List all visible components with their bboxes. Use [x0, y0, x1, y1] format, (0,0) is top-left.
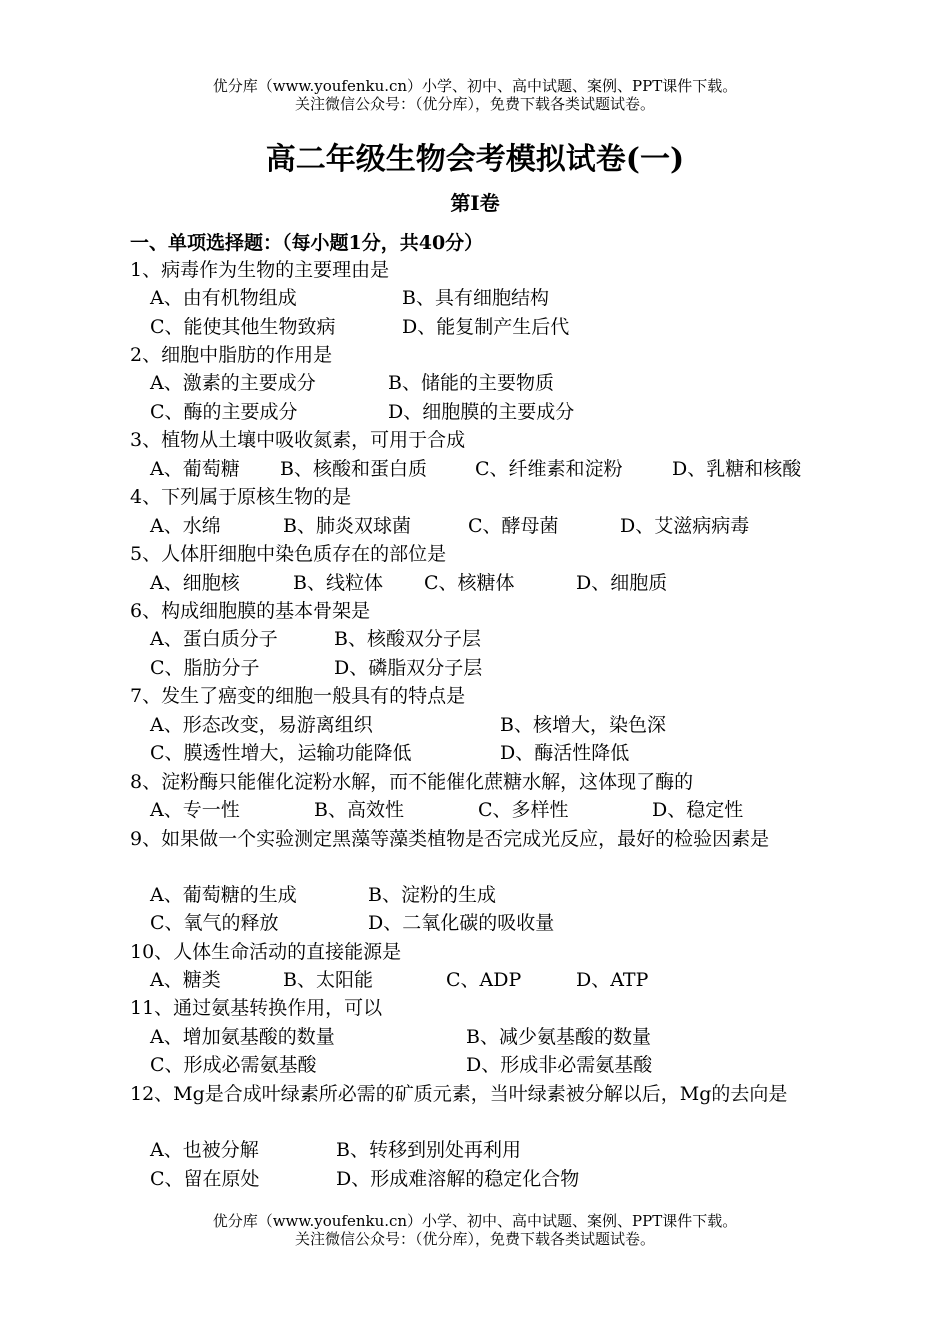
- question-3-stem: 3、植物从土壤中吸收氮素，可用于合成: [130, 429, 466, 451]
- question-1-option-a: A、由有机物组成: [150, 287, 297, 309]
- question-10-option-b: B、太阳能: [283, 969, 373, 991]
- bottom-banner-line2: 关注微信公众号：（优分库），免费下载各类试题试卷。: [294, 1230, 655, 1248]
- question-4-option-b: B、肺炎双球菌: [283, 515, 411, 537]
- question-7-option-b: B、核增大，染色深: [500, 714, 666, 736]
- question-10-option-c: C、ADP: [446, 969, 522, 991]
- question-6-stem: 6、构成细胞膜的基本骨架是: [130, 600, 371, 622]
- question-9-option-d: D、二氧化碳的吸收量: [368, 912, 555, 934]
- question-6-option-a: A、蛋白质分子: [150, 628, 278, 650]
- question-7-option-d: D、酶活性降低: [500, 742, 630, 764]
- question-6-option-b: B、核酸双分子层: [334, 628, 481, 650]
- question-2-option-c: C、酶的主要成分: [150, 401, 298, 423]
- question-3-option-d: D、乳糖和核酸: [672, 458, 802, 480]
- question-2-option-b: B、储能的主要物质: [388, 372, 554, 394]
- question-4-option-d: D、艾滋病病毒: [620, 515, 750, 537]
- question-5-option-c: C、核糖体: [424, 572, 515, 594]
- question-12-stem: 12、Mg是合成叶绿素所必需的矿质元素，当叶绿素被分解以后，Mg的去向是: [130, 1083, 788, 1105]
- top-banner-line1: 优分库（www.youfenku.cn）小学、初中、高中试题、案例、PPT课件下载。: [212, 77, 738, 95]
- question-1-option-b: B、具有细胞结构: [402, 287, 549, 309]
- question-11-option-d: D、形成非必需氨基酸: [466, 1054, 653, 1076]
- question-2-stem: 2、细胞中脂肪的作用是: [130, 344, 333, 366]
- top-banner-line2: 关注微信公众号：（优分库），免费下载各类试题试卷。: [294, 95, 655, 113]
- question-4-stem: 4、下列属于原核生物的是: [130, 486, 352, 508]
- question-8-option-a: A、专一性: [150, 799, 240, 821]
- exam-title: 高二年级生物会考模拟试卷(一): [265, 142, 685, 177]
- question-5-option-b: B、线粒体: [293, 572, 383, 594]
- question-4-option-a: A、水绵: [150, 515, 221, 537]
- question-10-stem: 10、人体生命活动的直接能源是: [130, 941, 402, 963]
- question-8-option-d: D、稳定性: [652, 799, 744, 821]
- question-7-stem: 7、发生了癌变的细胞一般具有的特点是: [130, 685, 466, 707]
- question-11-option-c: C、形成必需氨基酸: [150, 1054, 317, 1076]
- question-12-option-c: C、留在原处: [150, 1168, 260, 1190]
- question-11-option-a: A、增加氨基酸的数量: [150, 1026, 335, 1048]
- question-1-option-d: D、能复制产生后代: [402, 316, 570, 338]
- question-4-option-c: C、酵母菌: [468, 515, 559, 537]
- question-6-option-c: C、脂肪分子: [150, 657, 260, 679]
- question-11-option-b: B、减少氨基酸的数量: [466, 1026, 651, 1048]
- question-12-option-b: B、转移到别处再利用: [336, 1139, 521, 1161]
- volume-heading: 第Ⅰ卷: [450, 191, 500, 215]
- question-12-option-a: A、也被分解: [150, 1139, 259, 1161]
- question-1-stem: 1、病毒作为生物的主要理由是: [130, 259, 390, 281]
- question-9-option-a: A、葡萄糖的生成: [150, 884, 297, 906]
- question-11-stem: 11、通过氨基转换作用，可以: [130, 997, 383, 1019]
- question-3-option-c: C、纤维素和淀粉: [475, 458, 623, 480]
- question-2-option-a: A、激素的主要成分: [150, 372, 316, 394]
- question-7-option-a: A、形态改变，易游离组织: [150, 714, 373, 736]
- question-6-option-d: D、磷脂双分子层: [334, 657, 483, 679]
- question-3-option-b: B、核酸和蛋白质: [280, 458, 427, 480]
- question-7-option-c: C、膜透性增大，运输功能降低: [150, 742, 412, 764]
- question-5-option-d: D、细胞质: [576, 572, 668, 594]
- question-10-option-d: D、ATP: [576, 969, 649, 991]
- question-10-option-a: A、糖类: [150, 969, 221, 991]
- section-heading: 一、单项选择题：（每小题1分，共40分）: [130, 232, 484, 254]
- question-9-option-b: B、淀粉的生成: [368, 884, 496, 906]
- question-8-option-c: C、多样性: [478, 799, 569, 821]
- question-1-option-c: C、能使其他生物致病: [150, 316, 336, 338]
- question-12-option-d: D、形成难溶解的稳定化合物: [336, 1168, 580, 1190]
- question-9-stem: 9、如果做一个实验测定黑藻等藻类植物是否完成光反应，最好的检验因素是: [130, 828, 770, 850]
- question-2-option-d: D、细胞膜的主要成分: [388, 401, 575, 423]
- question-5-stem: 5、人体肝细胞中染色质存在的部位是: [130, 543, 447, 565]
- question-5-option-a: A、细胞核: [150, 572, 240, 594]
- question-8-option-b: B、高效性: [314, 799, 404, 821]
- question-8-stem: 8、淀粉酶只能催化淀粉水解，而不能催化蔗糖水解，这体现了酶的: [130, 771, 694, 793]
- bottom-banner-line1: 优分库（www.youfenku.cn）小学、初中、高中试题、案例、PPT课件下载。: [212, 1212, 738, 1230]
- question-3-option-a: A、葡萄糖: [150, 458, 240, 480]
- question-9-option-c: C、氧气的释放: [150, 912, 279, 934]
